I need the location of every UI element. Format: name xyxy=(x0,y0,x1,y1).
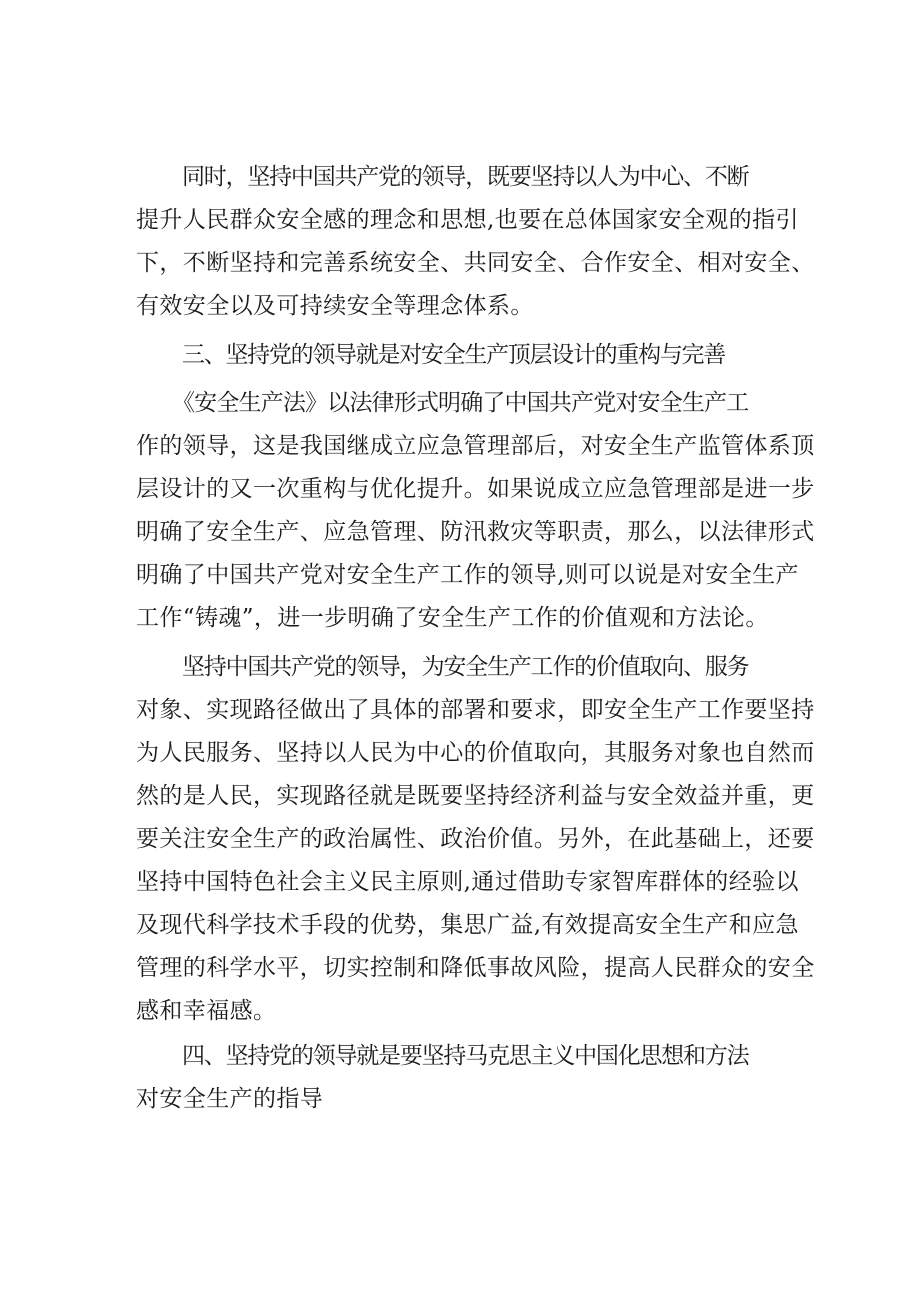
paragraph-3-line-7: 及现代科学技术手段的优势，集思广益,有效提高安全生产和应急 xyxy=(136,912,799,938)
paragraph-3-line-6: 坚持中国特色社会主义民主原则,通过借助专家智库群体的经验以 xyxy=(136,869,799,895)
paragraph-2-line-2: 作的领导，这是我国继成立应急管理部后，对安全生产监管体系顶 xyxy=(136,433,815,459)
section-heading-4-line-2: 对安全生产的指导 xyxy=(136,1086,324,1112)
paragraph-3-line-3: 为人民服务、坚持以人民为中心的价值取向，其服务对象也自然而 xyxy=(136,740,815,766)
paragraph-1-line-2: 提升人民群众安全感的理念和思想,也要在总体国家安全观的指引 xyxy=(136,207,799,233)
paragraph-2-line-6: 工作“铸魂”，进一步明确了安全生产工作的价值观和方法论。 xyxy=(136,605,769,631)
paragraph-1-line-1: 同时，坚持中国共产党的领导，既要坚持以人为中心、不断 xyxy=(182,164,749,190)
section-heading-4-line-1: 四、坚持党的领导就是要坚持马克思主义中国化思想和方法 xyxy=(182,1043,749,1069)
paragraph-2-line-5: 明确了中国共产党对安全生产工作的领导,则可以说是对安全生产 xyxy=(136,562,799,588)
paragraph-3-line-1: 坚持中国共产党的领导，为安全生产工作的价值取向、服务 xyxy=(182,654,749,680)
paragraph-3-line-8: 管理的科学水平，切实控制和降低事故风险，提高人民群众的安全 xyxy=(136,955,815,981)
paragraph-1-line-4: 有效安全以及可持续安全等理念体系。 xyxy=(136,293,534,319)
paragraph-3-line-2: 对象、实现路径做出了具体的部署和要求，即安全生产工作要坚持 xyxy=(136,697,815,723)
paragraph-3-line-9: 感和幸福感。 xyxy=(136,998,277,1024)
paragraph-2-line-3: 层设计的又一次重构与优化提升。如果说成立应急管理部是进一步 xyxy=(136,476,815,502)
paragraph-1-line-3: 下，不断坚持和完善系统安全、共同安全、合作安全、相对安全、 xyxy=(136,250,815,276)
paragraph-3-line-4: 然的是人民，实现路径就是既要坚持经济利益与安全效益并重，更 xyxy=(136,783,815,809)
paragraph-3-line-5: 要关注安全生产的政治属性、政治价值。另外，在此基础上，还要 xyxy=(136,826,815,852)
section-heading-3: 三、坚持党的领导就是对安全生产顶层设计的重构与完善 xyxy=(182,342,725,368)
paragraph-2-line-1: 《安全生产法》以法律形式明确了中国共产党对安全生产工 xyxy=(172,390,749,416)
paragraph-2-line-4: 明确了安全生产、应急管理、防汛救灾等职责，那么，以法律形式 xyxy=(136,519,815,545)
